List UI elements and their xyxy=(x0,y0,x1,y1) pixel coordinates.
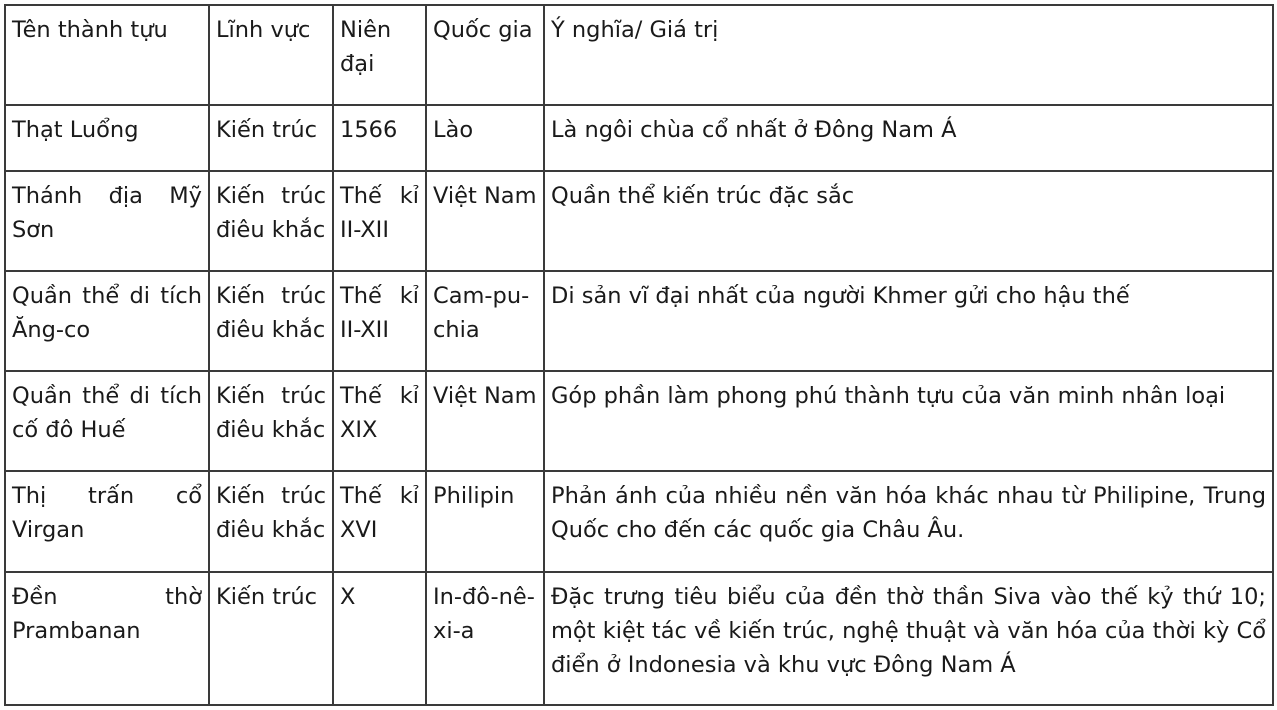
cell-name: Thị trấn cổ Virgan xyxy=(5,471,209,572)
cell-significance: Là ngôi chùa cổ nhất ở Đông Nam Á xyxy=(544,105,1273,171)
cell-period: Thế kỉ II-XII xyxy=(333,271,426,371)
cell-name: Quần thể di tích Ăng-co xyxy=(5,271,209,371)
cell-field: Kiến trúc điêu khắc xyxy=(209,271,333,371)
cell-field: Kiến trúc điêu khắc xyxy=(209,371,333,471)
cell-period: Thế kỉ XIX xyxy=(333,371,426,471)
header-cell-field: Lĩnh vực xyxy=(209,5,333,105)
table-row xyxy=(5,271,1273,371)
cell-significance: Đặc trưng tiêu biểu của đền thờ thần Siva vào thế kỷ thứ 10; một kiệt tác về kiến trúc, nghệ thuật và văn hóa của thời kỳ Cổ điển ở Indonesia và khu vực Đông Nam Á xyxy=(544,572,1273,705)
cell-period: 1566 xyxy=(333,105,426,171)
cell-field: Kiến trúc xyxy=(209,572,333,705)
cell-field: Kiến trúc xyxy=(209,105,333,171)
cell-significance: Góp phần làm phong phú thành tựu của văn minh nhân loại xyxy=(544,371,1273,471)
cell-period: Thế kỉ II-XII xyxy=(333,171,426,271)
header-cell-country: Quốc gia xyxy=(426,5,544,105)
cell-name: Thánh địa Mỹ Sơn xyxy=(5,171,209,271)
table-row xyxy=(5,105,1273,171)
cell-country: Philipin xyxy=(426,471,544,572)
table-row xyxy=(5,171,1273,271)
table-row xyxy=(5,371,1273,471)
header-cell-period: Niên đại xyxy=(333,5,426,105)
cell-period: Thế kỉ XVI xyxy=(333,471,426,572)
cell-significance: Quần thể kiến trúc đặc sắc xyxy=(544,171,1273,271)
cell-country: Việt Nam xyxy=(426,171,544,271)
cell-field: Kiến trúc điêu khắc xyxy=(209,171,333,271)
cell-name: Đền thờ Prambanan xyxy=(5,572,209,705)
achievements-table xyxy=(4,4,1274,706)
cell-country: In-đô-nê-xi-a xyxy=(426,572,544,705)
cell-significance: Phản ánh của nhiều nền văn hóa khác nhau từ Philipine, Trung Quốc cho đến các quốc gia Châu Âu. xyxy=(544,471,1273,572)
cell-country: Lào xyxy=(426,105,544,171)
header-cell-significance: Ý nghĩa/ Giá trị xyxy=(544,5,1273,105)
table-header-row xyxy=(5,5,1273,105)
table-row xyxy=(5,572,1273,705)
cell-name: Thạt Luổng xyxy=(5,105,209,171)
cell-period: X xyxy=(333,572,426,705)
cell-country: Việt Nam xyxy=(426,371,544,471)
header-cell-name: Tên thành tựu xyxy=(5,5,209,105)
cell-country: Cam-pu-chia xyxy=(426,271,544,371)
cell-field: Kiến trúc điêu khắc xyxy=(209,471,333,572)
table-row xyxy=(5,471,1273,572)
cell-significance: Di sản vĩ đại nhất của người Khmer gửi cho hậu thế xyxy=(544,271,1273,371)
cell-name: Quần thể di tích cố đô Huế xyxy=(5,371,209,471)
